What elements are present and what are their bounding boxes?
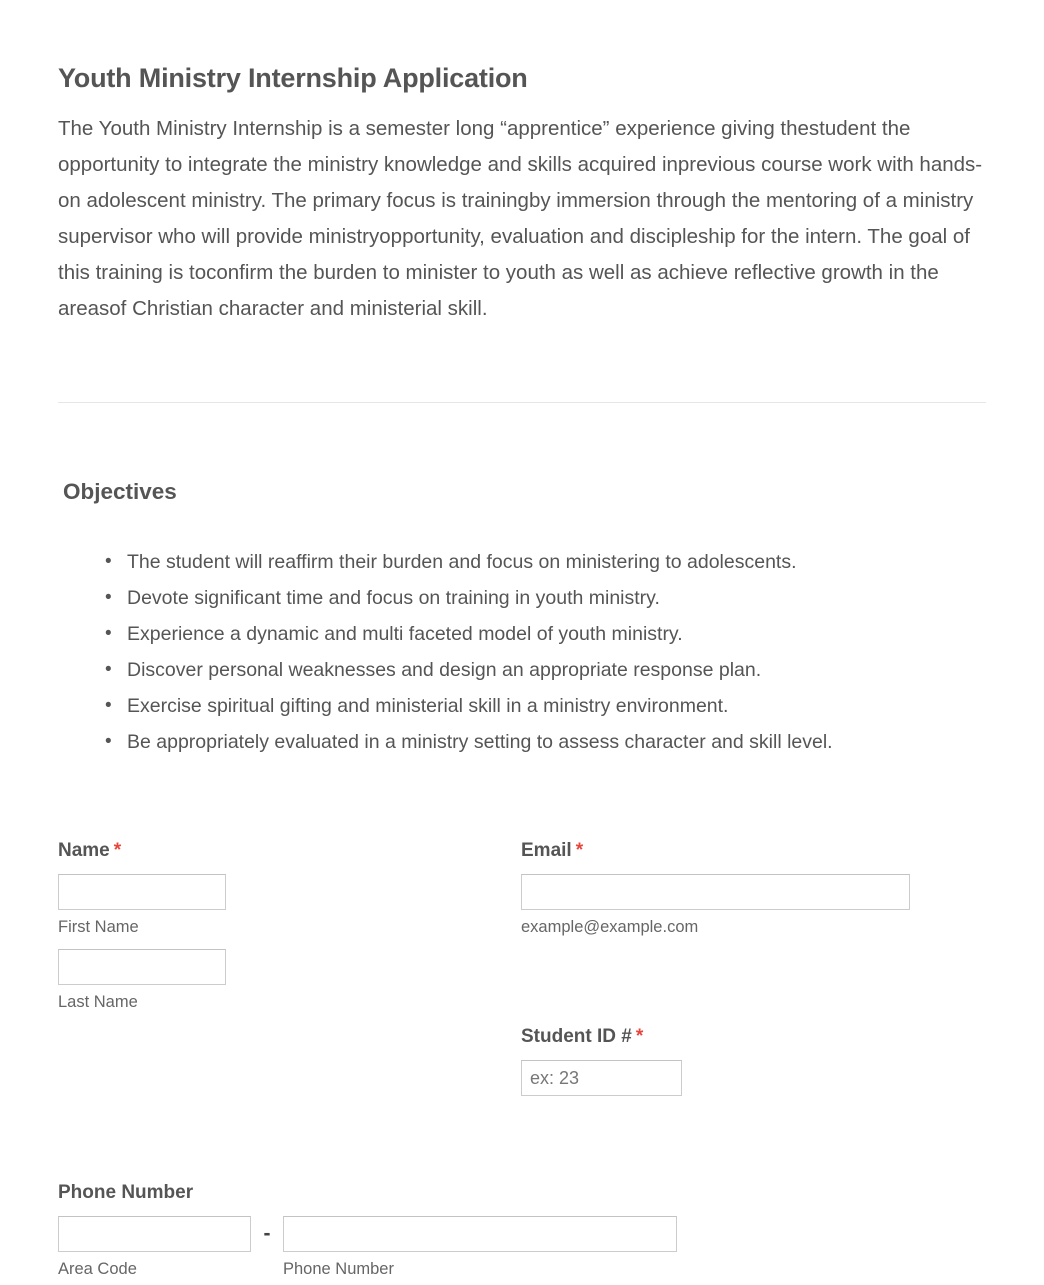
first-name-input[interactable] [58,874,226,910]
student-id-label-text: Student ID # [521,1026,632,1047]
name-label-text: Name [58,840,110,861]
phone-area-wrap [58,1216,251,1279]
list-item: • Discover personal weaknesses and design an appropriate response plan. [127,652,1027,688]
last-name-input[interactable] [58,949,226,985]
list-item: • Devote significant time and focus on training in youth ministry. [127,580,1027,616]
form-introduction-text: The Youth Ministry Internship is a semester long “apprentice” experience giving thestudent the opportunity to integrate the ministry knowledge and skills acquired inprevious course work with hands-on adolescent ministry. The primary focus is trainingby immersion through the mentoring of a ministry supervisor who will provide ministryopportunity, evaluation and discipleship for the intern. The goal of this training is toconfirm the burden to minister to youth as well as achieve reflective growth in the areasof Christian character and ministerial skill. [58,117,983,320]
phone-label [58,1182,738,1204]
student-id-input[interactable] [521,1060,682,1096]
phone-label-text: Phone Number [58,1182,194,1203]
list-item: • The student will reaffirm their burden and focus on ministering to adolescents. [127,544,1027,580]
name-last-wrap [58,949,498,1012]
email-field-group [521,840,941,937]
phone-row [58,1216,738,1279]
list-item: • Be appropriately evaluated in a ministry setting to assess character and skill level. [127,724,1027,760]
student-id-label [521,1026,941,1048]
required-asterisk: * [113,840,122,861]
list-item: • Experience a dynamic and multi faceted model of youth ministry. [127,616,1027,652]
phone-field-group [58,1182,738,1279]
name-field-group [58,840,498,1012]
list-item: • Exercise spiritual gifting and ministerial skill in a ministry environment. [127,688,1027,724]
phone-number-input[interactable] [283,1216,677,1252]
required-asterisk: * [575,840,584,861]
email-input[interactable] [521,874,910,910]
objectives-heading: Objectives [63,479,177,504]
section-divider [58,402,986,403]
email-sublabel: example@example.com [521,918,699,936]
last-name-sublabel: Last Name [58,993,138,1011]
phone-number-sublabel: Phone Number [283,1260,394,1278]
phone-area-code-input[interactable] [58,1216,251,1252]
page-title: Youth Ministry Internship Application [58,63,528,93]
name-label [58,840,498,862]
student-id-field-group [521,1026,941,1096]
required-asterisk: * [635,1026,644,1047]
phone-separator-dash: - [263,1222,271,1245]
email-label [521,840,941,862]
phone-area-code-sublabel: Area Code [58,1260,137,1278]
email-label-text: Email [521,840,572,861]
phone-number-wrap [283,1216,677,1279]
first-name-sublabel: First Name [58,918,139,936]
name-first-wrap [58,874,498,937]
objectives-list [93,544,1027,760]
